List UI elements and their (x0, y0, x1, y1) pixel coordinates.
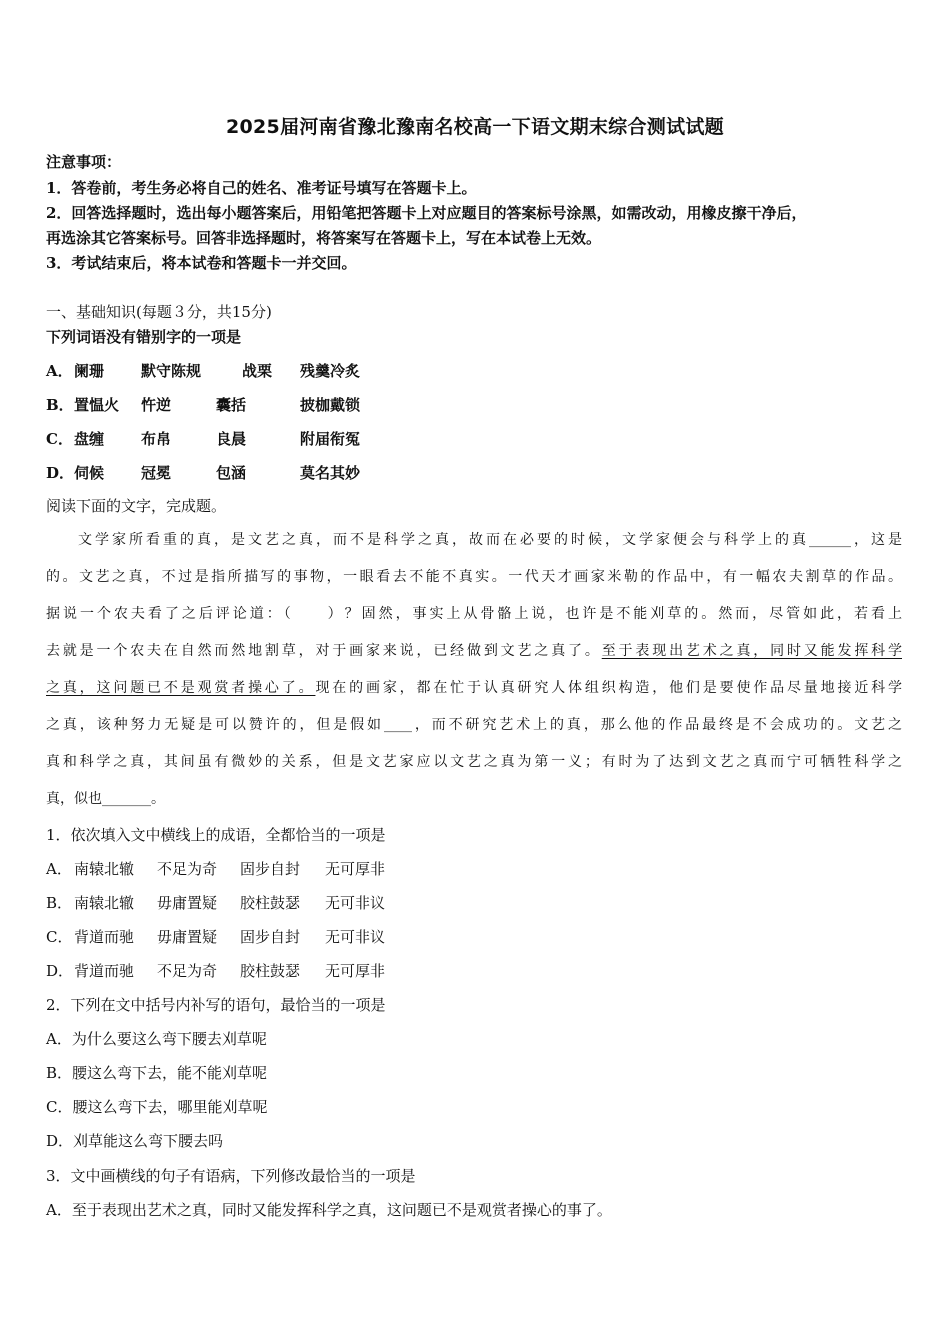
option-word: 附届衔冤 (300, 430, 361, 448)
option-word: 无可厚非 (325, 962, 386, 980)
option-word: 莫名其妙 (300, 464, 361, 482)
question-stem: 下列词语没有错别字的一项是 (46, 328, 242, 346)
passage-line: 据说一个农夫看了之后评论道：（ ）？固然，事实上从骨骼上说，也许是不能刈草的。然而，尽管如此，若看上 (46, 606, 902, 622)
page-title: 2025届河南省豫北豫南名校高一下语文期末综合测试试题 (226, 116, 724, 138)
question-stem: 3．文中画横线的句子有语病，下列修改最恰当的一项是 (46, 1167, 416, 1185)
option-label: B． (46, 894, 73, 912)
passage-text: 现在的画家，都在忙于认真研究人体组织构造，他们是要使作品尽量地接近科学 (315, 680, 903, 696)
option-word: 良晨 (216, 430, 247, 448)
option-word: 固步自封 (240, 860, 301, 878)
option-word: 盘缠 (74, 430, 105, 448)
option-line: D．刈草能这么弯下腰去吗 (46, 1132, 224, 1150)
option-word: 不足为奇 (157, 962, 218, 980)
option-word: 战栗 (242, 362, 273, 380)
option-word: 包涵 (216, 464, 247, 482)
option-label: D． (46, 464, 75, 482)
notice-item: 2．回答选择题时，选出每小题答案后，用铅笔把答题卡上对应题目的答案标号涂黑，如需改动，用橡皮擦干净后， (46, 204, 807, 222)
option-word: 默守陈规 (141, 362, 202, 380)
option-line: C．腰这么弯下去，哪里能刈草呢 (46, 1098, 268, 1116)
notice-item: 1．答卷前，考生务必将自己的姓名、准考证号填写在答题卡上。 (46, 179, 477, 197)
option-word: 无可非议 (325, 928, 386, 946)
option-word: 固步自封 (240, 928, 301, 946)
option-word: 无可非议 (325, 894, 386, 912)
underlined-sentence: 之真，这问题已不是观赏者操心了。 (46, 680, 316, 696)
option-line: B．腰这么弯下去，能不能刈草呢 (46, 1064, 268, 1082)
passage-line: 文学家所看重的真，是文艺之真，而不是科学之真，故而在必要的时候，文学家便会与科学上的真______，这是 (78, 532, 902, 548)
option-line: A．为什么要这么弯下腰去刈草呢 (46, 1030, 267, 1048)
option-word: 伺候 (74, 464, 105, 482)
option-label: D． (46, 962, 74, 980)
notice-item: 3．考试结束后，将本试卷和答题卡一并交回。 (46, 254, 357, 272)
option-word: 毋庸置疑 (157, 894, 218, 912)
option-word: 背道而驰 (74, 928, 135, 946)
passage-line: 的。文艺之真，不过是指所描写的事物，一眼看去不能不真实。一代天才画家米勒的作品中，有一幅农夫割草的作品。 (46, 569, 902, 585)
passage-line: 真，似也_______。 (46, 791, 165, 807)
option-word: 残羹冷炙 (300, 362, 361, 380)
option-word: 阑珊 (74, 362, 105, 380)
section-heading: 一、基础知识(每题３分，共15分) (46, 303, 272, 321)
passage-line (46, 633, 902, 670)
option-line: A．至于表现出艺术之真，同时又能发挥科学之真，这问题已不是观赏者操心的事了。 (46, 1201, 612, 1219)
reading-intro: 阅读下面的文字，完成题。 (46, 497, 227, 515)
option-word: 南辕北辙 (74, 894, 135, 912)
notice-item: 再选涂其它答案标号。回答非选择题时，将答案写在答题卡上，写在本试卷上无效。 (46, 229, 602, 247)
option-word: 冠冕 (141, 464, 172, 482)
option-word: 忤逆 (141, 396, 172, 414)
option-word: 不足为奇 (157, 860, 218, 878)
option-word: 置愠火 (74, 396, 120, 414)
option-word: 布帛 (141, 430, 172, 448)
option-label: C． (46, 430, 73, 448)
option-word: 南辕北辙 (74, 860, 135, 878)
option-label: A． (46, 362, 73, 380)
option-label: A． (46, 860, 72, 878)
option-word: 囊括 (216, 396, 247, 414)
option-word: 无可厚非 (325, 860, 386, 878)
option-word: 毋庸置疑 (157, 928, 218, 946)
option-label: C． (46, 928, 73, 946)
passage-line: 真和科学之真，其间虽有微妙的关系，但是文艺家应以文艺之真为第一义；有时为了达到文艺之真而宁可牺牲科学之 (46, 754, 902, 770)
option-word: 胶柱鼓瑟 (240, 894, 301, 912)
option-word: 胶柱鼓瑟 (240, 962, 301, 980)
notice-heading: 注意事项： (46, 153, 122, 171)
question-stem: 2．下列在文中括号内补写的语句，最恰当的一项是 (46, 996, 386, 1014)
option-label: B． (46, 396, 74, 414)
underlined-sentence: 至于表现出艺术之真，同时又能发挥科学 (601, 643, 902, 659)
option-word: 披枷戴锁 (300, 396, 361, 414)
passage-line: 之真，该种努力无疑是可以赞许的，但是假如____，而不研究艺术上的真，那么他的作品最终是不会成功的。文艺之 (46, 717, 902, 733)
question-stem: 1．依次填入文中横线上的成语，全都恰当的一项是 (46, 826, 386, 844)
passage-line (46, 670, 902, 707)
option-word: 背道而驰 (74, 962, 135, 980)
passage-text: 去就是一个农夫在自然而然地割草，对于画家来说，已经做到文艺之真了。 (46, 643, 602, 659)
